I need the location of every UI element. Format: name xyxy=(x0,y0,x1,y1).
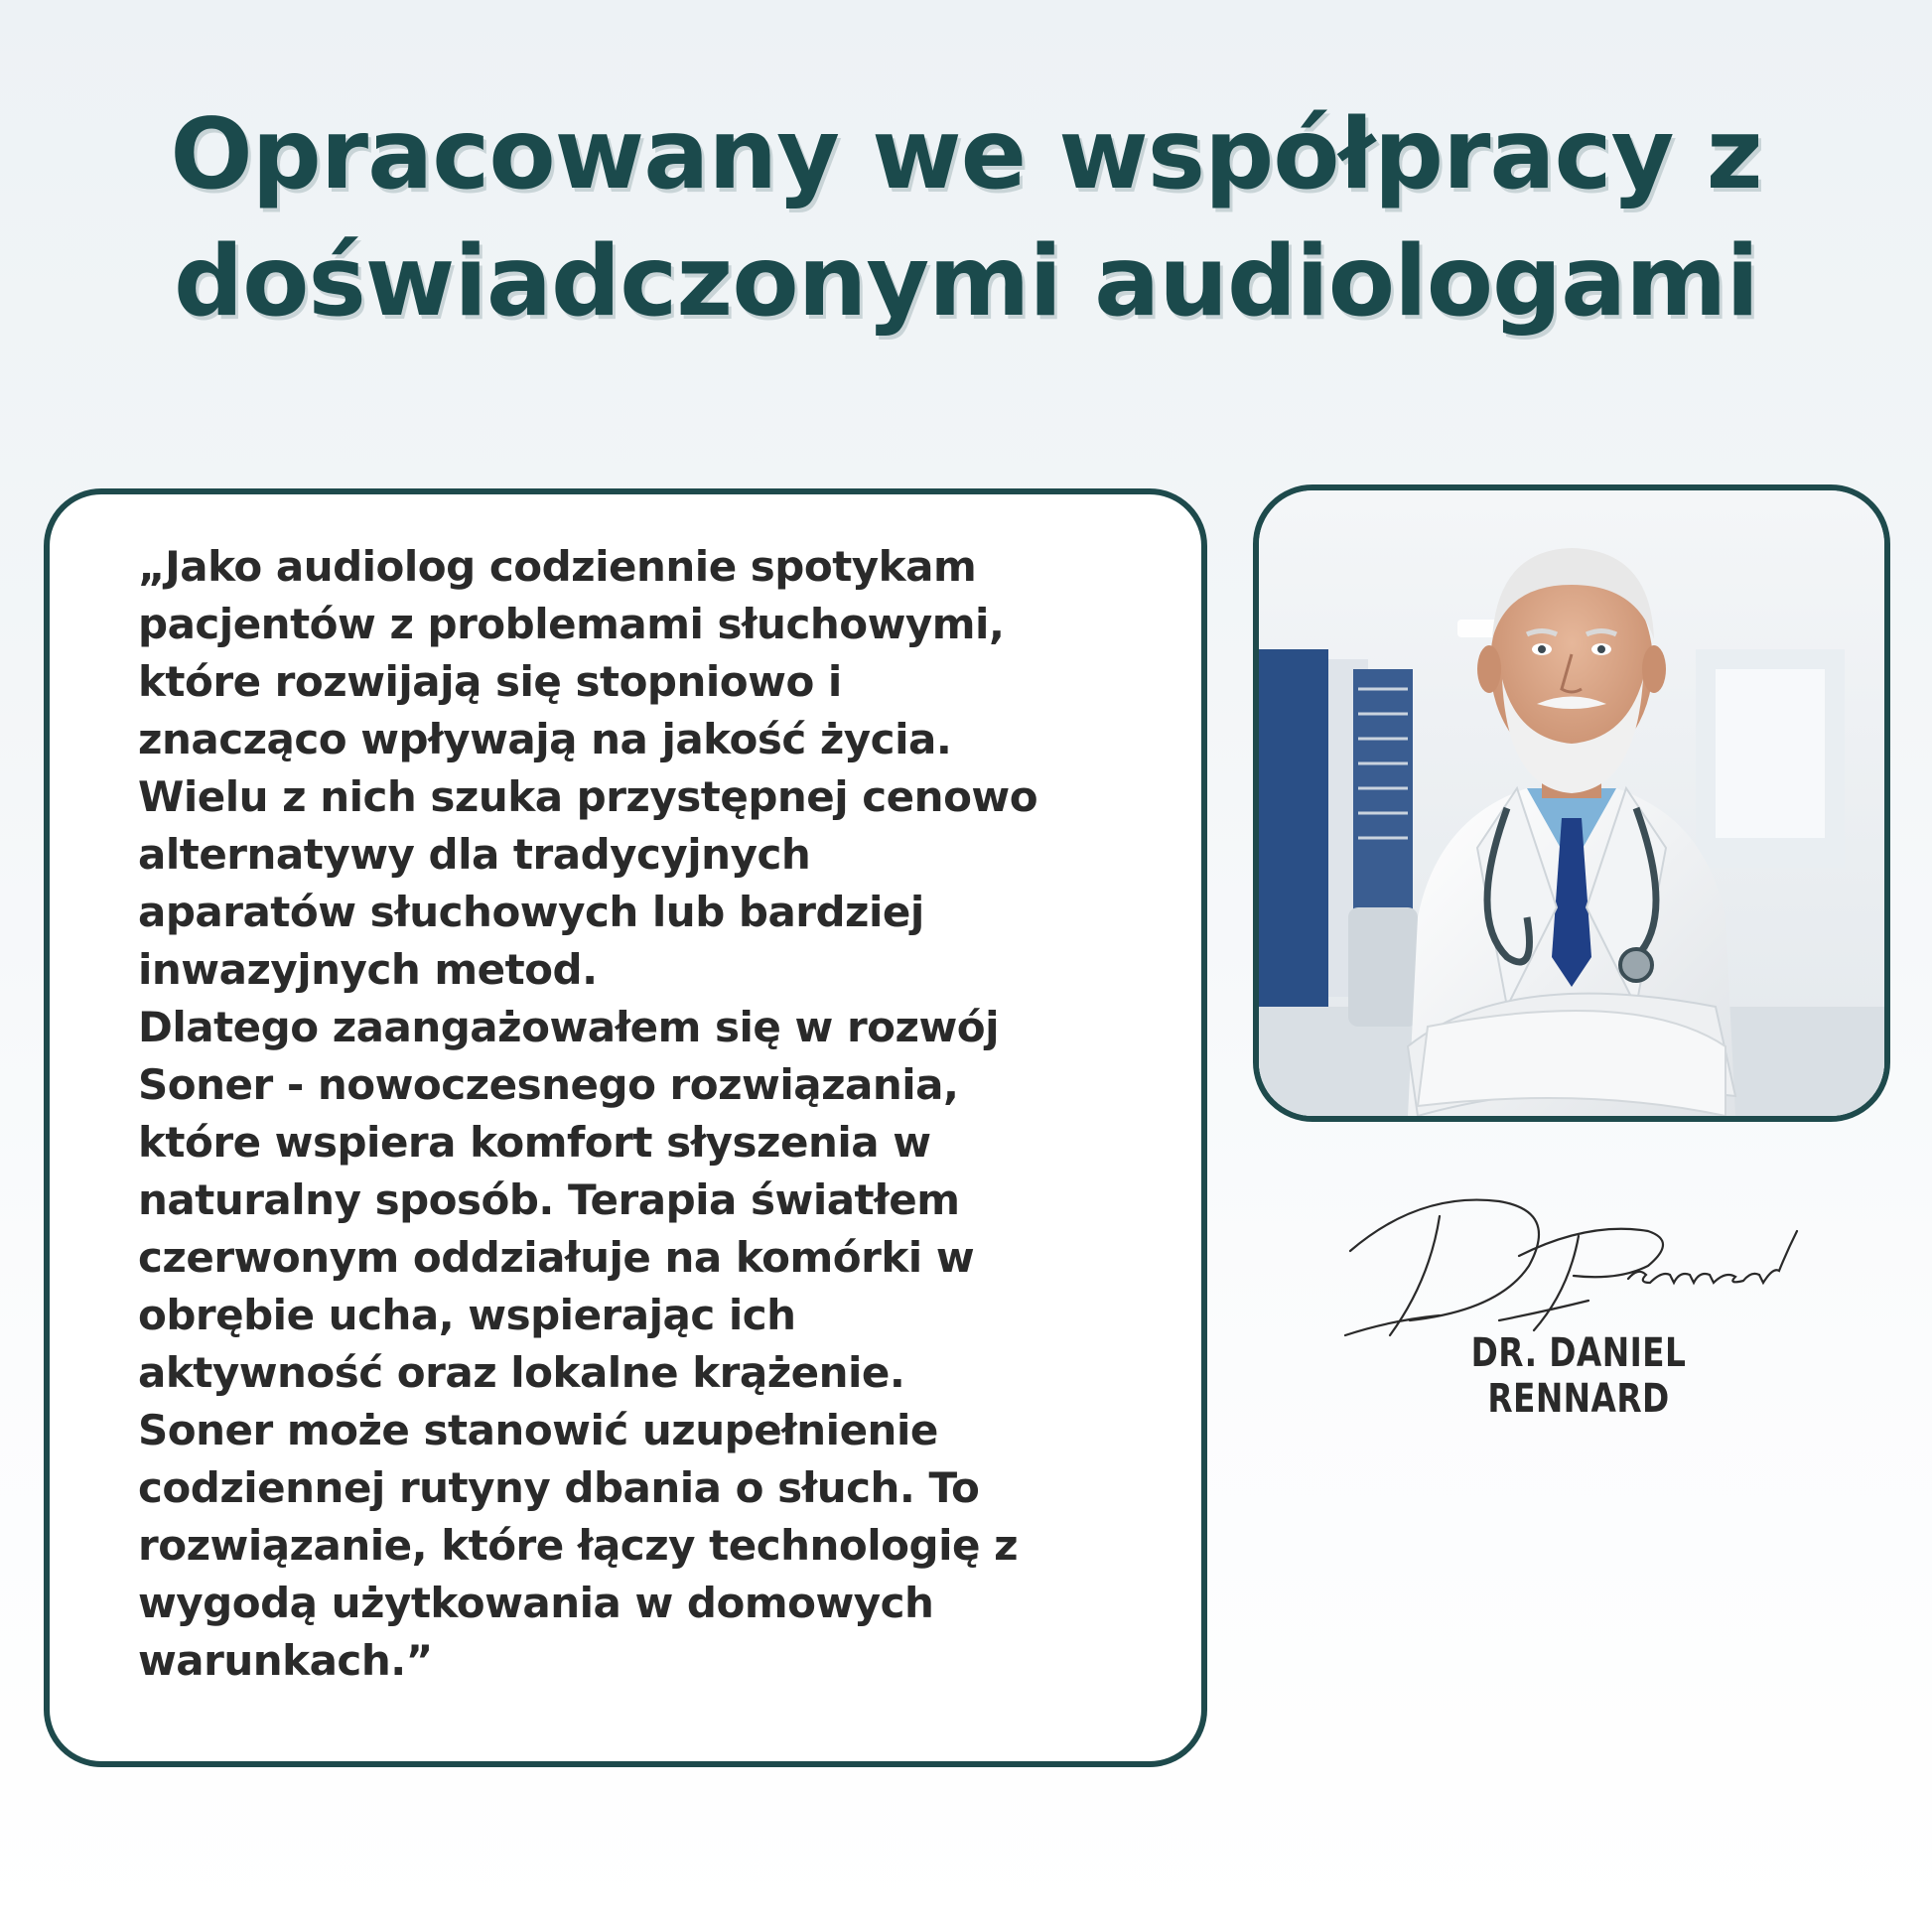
title-line-1: Opracowany we współpracy z xyxy=(170,98,1762,211)
quote-line: aparatów słuchowych lub bardziej xyxy=(138,888,924,936)
quote-line: wygodą użytkowania w domowych xyxy=(138,1579,934,1627)
quote-line: pacjentów z problemami słuchowymi, xyxy=(138,600,1005,648)
quote-line: inwazyjnych metod. xyxy=(138,945,598,994)
quote-line: obrębie ucha, wspierając ich xyxy=(138,1291,796,1339)
quote-line: Soner może stanowić uzupełnienie xyxy=(138,1406,938,1454)
quote-line: „Jako audiolog codziennie spotykam xyxy=(138,542,977,591)
quote-line: warunkach.” xyxy=(138,1636,433,1685)
quote-line: które wspiera komfort słyszenia w xyxy=(138,1118,931,1167)
doctor-portrait-image xyxy=(1259,490,1884,1116)
quote-line: rozwiązanie, które łączy technologię z xyxy=(138,1521,1019,1570)
quote-card xyxy=(44,488,1207,1767)
quote-line: Dlatego zaangażowałem się w rozwój xyxy=(138,1003,1000,1051)
handwritten-signature-image xyxy=(1330,1172,1827,1340)
signature xyxy=(1330,1172,1827,1340)
quote-line: znacząco wpływają na jakość życia. xyxy=(138,715,952,763)
quote-line: Soner - nowoczesnego rozwiązania, xyxy=(138,1060,959,1109)
quote-line: alternatywy dla tradycyjnych xyxy=(138,830,811,879)
quote-line: Wielu z nich szuka przystępnej cenowo xyxy=(138,772,1038,821)
title-line-2: doświadczonymi audiologami xyxy=(173,225,1759,339)
quote-line: naturalny sposób. Terapia światłem xyxy=(138,1175,960,1224)
testimonial-quote xyxy=(138,538,1180,1690)
signer-name: DR. DANIEL RENNARD xyxy=(1470,1330,1687,1422)
quote-line: codziennej rutyny dbania o słuch. To xyxy=(138,1463,980,1512)
quote-line: aktywność oraz lokalne krążenie. xyxy=(138,1348,905,1397)
quote-line: czerwonym oddziałuje na komórki w xyxy=(138,1233,975,1282)
quote-line: które rozwijają się stopniowo i xyxy=(138,657,842,706)
page-title xyxy=(0,91,1932,345)
doctor-photo xyxy=(1253,484,1890,1122)
